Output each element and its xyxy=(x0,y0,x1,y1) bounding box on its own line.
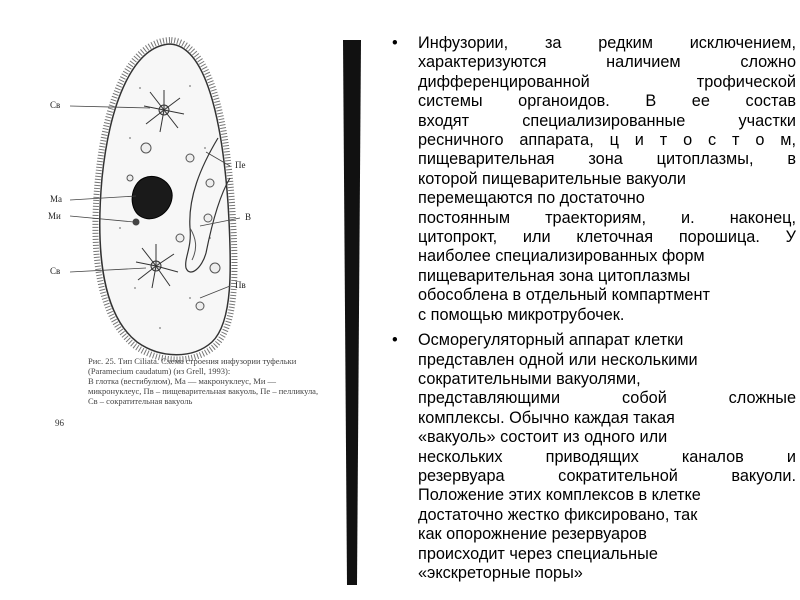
label-cv-top: Св xyxy=(50,100,61,110)
text-line: «вакуоль» состоит из одного или xyxy=(418,428,668,447)
text-line: дифференцированной трофической xyxy=(418,72,796,91)
caption-line: микронуклеус, Пв – пищеварительная вакуоль, Пе – пелликула, xyxy=(88,386,319,396)
paragraph-trophic-system xyxy=(392,34,796,325)
page-number: 96 xyxy=(55,418,64,428)
text-line: происходит через специальные xyxy=(418,544,658,563)
text-line: постоянным траекториям, и. наконец, xyxy=(418,208,796,227)
text-line: Осморегуляторный аппарат клетки xyxy=(418,331,684,350)
text-line: комплексы. Обычно каждая такая xyxy=(418,408,675,427)
caption-line: Св – сократительная вакуоль xyxy=(88,396,193,406)
label-ma: Ма xyxy=(50,194,62,204)
bullet-icon: • xyxy=(392,331,398,350)
text-line: характеризуются наличием сложно xyxy=(418,53,796,72)
text-line: входят специализированные участки xyxy=(418,111,796,130)
text-line: цитопрокт, или клеточная порошица. У xyxy=(418,228,796,247)
text-line: перемещаются по достаточно xyxy=(418,189,645,208)
text-line: Положение этих комплексов в клетке xyxy=(418,486,701,505)
text-column xyxy=(392,34,796,589)
paragraph-osmoregulation xyxy=(392,331,796,583)
text-line: с помощью микротрубочек. xyxy=(418,305,625,324)
text-line: представляющими собой сложные xyxy=(418,389,796,408)
text-line: сократительными вакуолями, xyxy=(418,369,641,388)
text-line: достаточно жестко фиксировано, так xyxy=(418,505,698,524)
text-line: Инфузории, за редким исключением, xyxy=(418,34,796,52)
text-line: представлен одной или несколькими xyxy=(418,350,698,369)
text-line: системы органоидов. В ее состав xyxy=(418,92,796,111)
text-line: которой пищеварительные вакуоли xyxy=(418,169,687,188)
text-line: пищеварительная зона цитоплазмы, в xyxy=(418,150,796,169)
label-pv: Пв xyxy=(235,280,246,290)
label-cv-bottom: Св xyxy=(50,266,61,276)
figure-caption xyxy=(88,356,338,406)
decorative-bar xyxy=(343,40,361,585)
text-line: наиболее специализированных форм xyxy=(418,247,705,266)
text-line: обособлена в отдельный компартмент xyxy=(418,286,710,305)
caption-line: В глотка (вестибулюм), Ма — макронуклеус, Ми — xyxy=(88,376,277,386)
text-line: ресничного аппарата, ц и т о с т о м, xyxy=(418,131,796,150)
label-mi: Ми xyxy=(48,211,61,221)
text-line: «экскреторные поры» xyxy=(418,563,583,582)
label-pe: Пе xyxy=(235,160,246,170)
caption-line: (Paramecium caudatum) (из Grell, 1993): xyxy=(88,366,231,376)
text-line: пищеварительная зона цитоплазмы xyxy=(418,266,691,285)
text-line: как опорожнение резервуаров xyxy=(418,525,647,544)
text-line: нескольких приводящих каналов и xyxy=(418,447,796,466)
caption-line: Рис. 25. Тип Ciliata. Схема строения инфузории туфельки xyxy=(88,356,297,366)
bullet-icon: • xyxy=(392,34,398,52)
label-v: В xyxy=(245,212,252,222)
text-line: резервуара сократительной вакуоли. xyxy=(418,466,796,485)
